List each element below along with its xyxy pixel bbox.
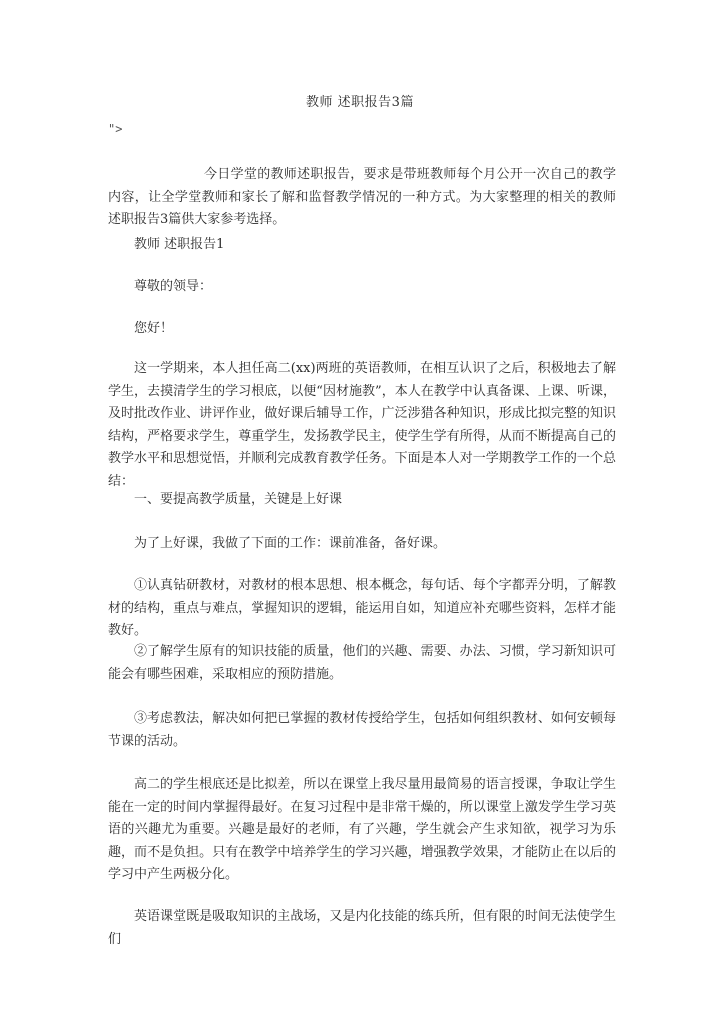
body-paragraph-summary: 这一学期来，本人担任高二(xx)两班的英语教师，在相互认识了之后，积极地去了解学生，去摸清学生的学习根底，以便“因材施教”，本人在教学中认真备课、上课、听课，及时批改作业、讲评作业，做好课后辅导工作，广泛涉猎各种知识，形成比拟完整的知识结构，严格要求学生，尊重学生，发扬教学民主，使学生学有所得，从而不断提高自己的教学水平和思想觉悟，并顺利完成教育教学任务。下面是本人对一学期教学工作的一个总结： bbox=[108, 361, 616, 489]
subheading-1: 一、要提高教学质量，关键是上好课 bbox=[134, 492, 343, 507]
intro-paragraph: 今日学堂的教师述职报告，要求是带班教师每个月公开一次自己的教学内容，让全学堂教师和家长了解和监督教学情况的一种方式。为大家整理的相关的教师 述职报告3篇供大家参考选择。 bbox=[108, 167, 616, 227]
body-paragraph-interest: 高二的学生根底还是比拟差，所以在课堂上我尽量用最简易的语言授课，争取让学生能在一定的时间内掌握得最好。在复习过程中是非常干燥的，所以课堂上激发学生学习英语的兴趣尤为重要。兴趣是最好的老师，有了兴趣，学生就会产生求知欲，视学习为乐趣，而不是负担。只有在教学中培养学生的学习兴趣，增强教学效果，才能防止在以后的学习中产生两极分化。 bbox=[108, 777, 616, 882]
document-title: 教师 述职报告3篇 bbox=[306, 95, 414, 110]
section-heading: 教师 述职报告1 bbox=[134, 237, 225, 252]
stray-markup-text: "> bbox=[108, 122, 123, 136]
body-paragraph-classroom: 英语课堂既是吸取知识的主战场，又是内化技能的练兵所，但有限的时间无法使学生们 bbox=[108, 909, 616, 947]
greeting: 您好！ bbox=[134, 321, 174, 336]
list-item-1: ①认真钻研教材，对教材的根本思想、根本概念，每句话、每个字都弄分明，了解教材的结构，重点与难点，掌握知识的逻辑，能运用自如，知道应补充哪些资料，怎样才能教好。 bbox=[108, 578, 616, 638]
body-line-preparation: 为了上好课，我做了下面的工作：课前准备，备好课。 bbox=[134, 536, 447, 551]
salutation: 尊敬的领导： bbox=[134, 279, 213, 294]
list-item-3: ③考虑教法，解决如何把已掌握的教材传授给学生，包括如何组织教材、如何安顿每节课的活动。 bbox=[108, 711, 616, 749]
list-item-2: ②了解学生原有的知识技能的质量，他们的兴趣、需要、办法、习惯，学习新知识可能会有哪些困难，采取相应的预防措施。 bbox=[108, 644, 616, 682]
